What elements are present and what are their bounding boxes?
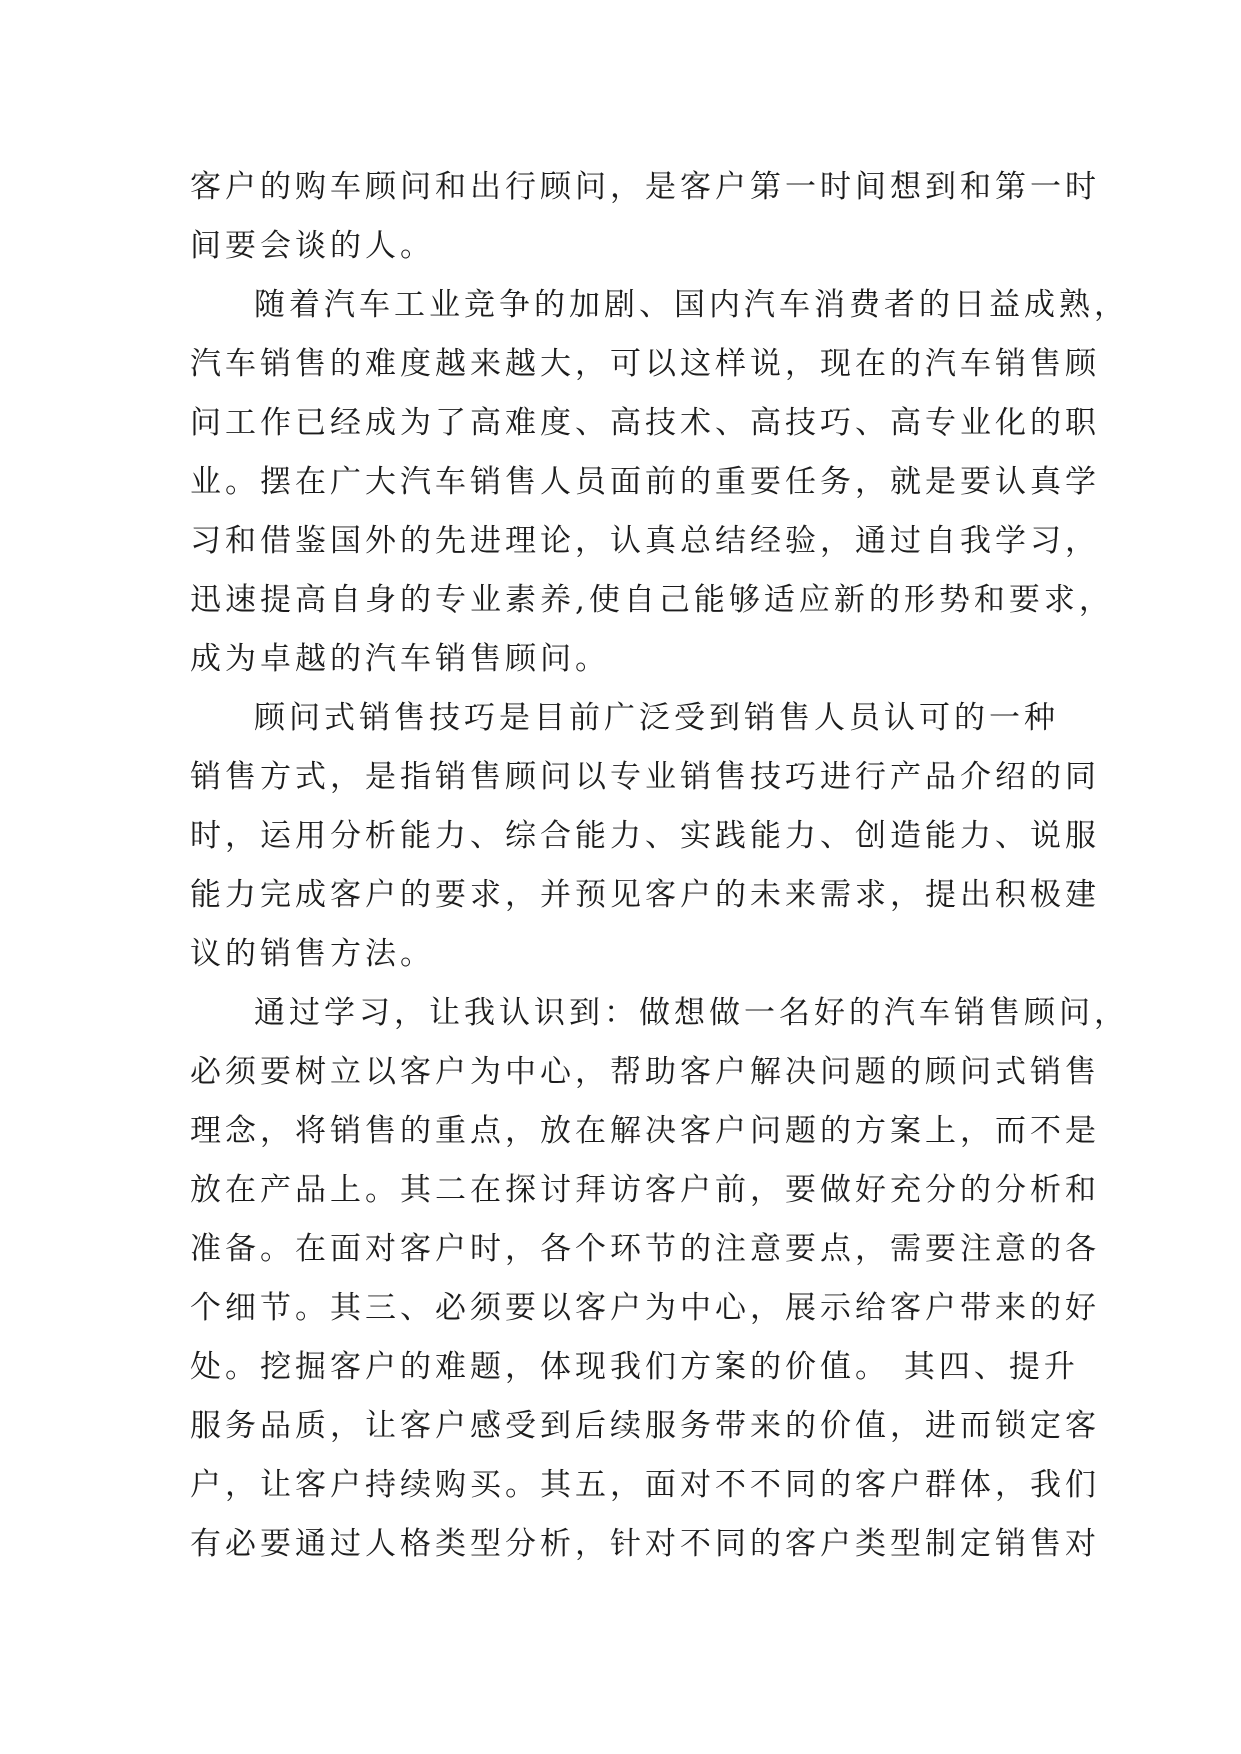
text-line: 汽车销售的难度越来越大，可以这样说，现在的汽车销售顾 (190, 346, 1100, 382)
text-line: 理念，将销售的重点，放在解决客户问题的方案上，而不是 (190, 1113, 1100, 1149)
text-line: 通过学习，让我认识到：做想做一名好的汽车销售顾问， (254, 995, 1129, 1031)
body-text (190, 158, 1129, 1574)
text-line: 销售方式，是指销售顾问以专业销售技巧进行产品介绍的同 (190, 759, 1100, 795)
text-line: 户，让客户持续购买。其五，面对不不同的客户群体，我们 (190, 1467, 1100, 1503)
text-line: 顾问式销售技巧是目前广泛受到销售人员认可的一种 (254, 700, 1059, 736)
text-line: 时，运用分析能力、综合能力、实践能力、创造能力、说服 (190, 818, 1100, 854)
text-line: 议的销售方法。 (190, 936, 435, 972)
text-line: 间要会谈的人。 (190, 228, 435, 264)
text-line: 有必要通过人格类型分析，针对不同的客户类型制定销售对 (190, 1526, 1100, 1562)
text-line: 成为卓越的汽车销售顾问。 (190, 641, 610, 677)
text-line: 迅速提高自身的专业素养,使自己能够适应新的形势和要求， (190, 582, 1114, 618)
text-line: 问工作已经成为了高难度、高技术、高技巧、高专业化的职 (190, 405, 1100, 441)
text-line: 放在产品上。其二在探讨拜访客户前，要做好充分的分析和 (190, 1172, 1100, 1208)
text-line: 业。摆在广大汽车销售人员面前的重要任务，就是要认真学 (190, 464, 1100, 500)
text-line: 客户的购车顾问和出行顾问，是客户第一时间想到和第一时 (190, 169, 1100, 205)
text-line: 必须要树立以客户为中心，帮助客户解决问题的顾问式销售 (190, 1054, 1100, 1090)
text-line: 随着汽车工业竞争的加剧、国内汽车消费者的日益成熟， (254, 287, 1129, 323)
text-line: 准备。在面对客户时，各个环节的注意要点，需要注意的各 (190, 1231, 1100, 1267)
text-line: 个细节。其三、必须要以客户为中心，展示给客户带来的好 (190, 1290, 1100, 1326)
text-line: 服务品质，让客户感受到后续服务带来的价值，进而锁定客 (190, 1408, 1100, 1444)
text-line: 能力完成客户的要求，并预见客户的未来需求，提出积极建 (190, 877, 1100, 913)
text-line: 习和借鉴国外的先进理论，认真总结经验，通过自我学习， (190, 523, 1100, 559)
text-line: 处。挖掘客户的难题，体现我们方案的价值。 其四、提升 (190, 1349, 1079, 1385)
